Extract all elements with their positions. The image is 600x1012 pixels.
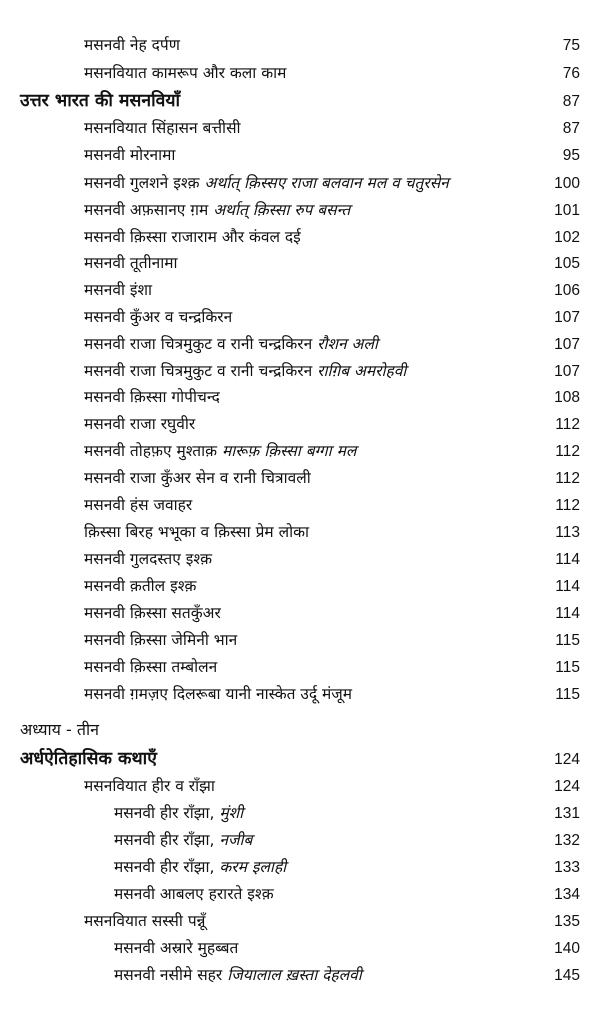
page-number: 95 xyxy=(562,147,580,164)
page-number: 134 xyxy=(554,886,580,903)
entry-title-text: मसनवी गुलदस्तए इश्क़ xyxy=(84,550,213,568)
toc-entry xyxy=(0,492,600,519)
toc-entry xyxy=(0,331,600,358)
entry-title-text: मसनवी क़िस्सा तम्बोलन xyxy=(84,658,218,676)
page-number: 108 xyxy=(554,389,580,406)
entry-title-italic: अर्थात् क़िस्सा रुप बसन्त xyxy=(213,201,351,219)
chapter-label xyxy=(0,716,600,743)
toc-entry xyxy=(0,438,600,465)
toc-entry xyxy=(0,800,600,827)
entry-title-text: मसनवी तोहफ़ए मुश्ताक़ xyxy=(84,442,222,460)
entry-title-text: मसनवी गुलशने इश्क़ xyxy=(84,174,205,192)
entry-title xyxy=(84,60,286,87)
entry-title xyxy=(84,277,152,304)
entry-title-text: मसनवी अफ़सानए ग़म xyxy=(84,201,214,219)
entry-title-italic: जियालाल ख़स्ता देहलवी xyxy=(227,966,362,984)
toc-entry xyxy=(0,32,600,59)
page-number: 131 xyxy=(554,805,580,822)
toc-entry xyxy=(0,197,600,224)
toc-entry xyxy=(0,908,600,935)
page-number: 132 xyxy=(554,832,580,849)
entry-title xyxy=(84,773,215,800)
toc-entry xyxy=(0,465,600,492)
entry-title-text: क़िस्सा बिरह भभूका व क़िस्सा प्रेम लोका xyxy=(84,523,310,541)
entry-title xyxy=(84,170,449,197)
entry-title-text: अर्धऐतिहासिक कथाएँ xyxy=(20,749,157,769)
page-number: 145 xyxy=(554,967,580,984)
page-number: 135 xyxy=(554,913,580,930)
toc-entry xyxy=(0,304,600,331)
page-number: 115 xyxy=(555,659,580,676)
toc-entry xyxy=(0,573,600,600)
entry-title-text: मसनवी हीर राँझा, xyxy=(114,804,220,822)
entry-title xyxy=(84,32,180,59)
toc-entry xyxy=(0,358,600,385)
page-number: 140 xyxy=(554,940,580,957)
entry-title-text: मसनवी क़तील इश्क़ xyxy=(84,577,197,595)
toc-entry xyxy=(0,519,600,546)
entry-title-text: मसनवी आबलए हरारते इश्क़ xyxy=(114,885,274,903)
entry-title xyxy=(84,438,356,465)
entry-title-text: मसनवी मोरनामा xyxy=(84,146,176,164)
toc-entry xyxy=(0,411,600,438)
toc-entry xyxy=(0,773,600,800)
entry-title-italic: अर्थात् क़िस्सए राजा बलवान मल व चतुरसेन xyxy=(204,174,449,192)
entry-title xyxy=(84,411,195,438)
page-number: 76 xyxy=(562,65,580,82)
page-number: 107 xyxy=(554,336,580,353)
entry-title xyxy=(114,881,274,908)
entry-title-text: मसनवी क़िस्सा गोपीचन्द xyxy=(84,388,220,406)
entry-title xyxy=(84,115,241,142)
page-number: 112 xyxy=(555,470,580,487)
toc-entry xyxy=(0,60,600,87)
entry-title xyxy=(84,519,309,546)
toc-entry xyxy=(0,827,600,854)
entry-title xyxy=(20,716,99,743)
entry-title-text: मसनवी राजा रघुवीर xyxy=(84,415,196,433)
entry-title-text: मसनवी नेह दर्पण xyxy=(84,36,180,54)
entry-title-text: मसनवियात सस्सी पन्नूँ xyxy=(84,912,206,930)
toc-entry xyxy=(0,142,600,169)
page-number: 75 xyxy=(562,37,580,54)
entry-title xyxy=(114,800,243,827)
entry-title-text: मसनवियात कामरूप और कला काम xyxy=(84,64,287,82)
toc-entry xyxy=(0,935,600,962)
page-number: 114 xyxy=(555,551,580,568)
section-heading xyxy=(0,746,600,773)
entry-title xyxy=(84,600,221,627)
entry-title xyxy=(84,384,220,411)
entry-title-text: मसनवी कुँअर व चन्द्रकिरन xyxy=(84,308,233,326)
page-number: 124 xyxy=(554,751,580,768)
entry-title-italic: राग़िब अमरोहवी xyxy=(317,362,407,380)
entry-title xyxy=(84,142,175,169)
page-number: 114 xyxy=(555,578,580,595)
toc-entry xyxy=(0,962,600,989)
entry-title xyxy=(84,654,217,681)
entry-title-text: मसनवी क़िस्सा राजाराम और कंवल दई xyxy=(84,228,301,246)
page-number: 105 xyxy=(554,255,580,272)
toc-entry xyxy=(0,115,600,142)
entry-title xyxy=(114,962,362,989)
page-number: 124 xyxy=(554,778,580,795)
entry-title xyxy=(84,304,232,331)
entry-title-italic: रौशन अली xyxy=(317,335,378,353)
toc-entry xyxy=(0,681,600,708)
page-number: 100 xyxy=(554,175,580,192)
entry-title-text: मसनवियात हीर व राँझा xyxy=(84,777,215,795)
entry-title xyxy=(84,908,205,935)
toc-entry xyxy=(0,546,600,573)
entry-title-italic: नजीब xyxy=(219,831,253,849)
entry-title xyxy=(84,681,352,708)
entry-title xyxy=(84,492,192,519)
entry-title xyxy=(20,746,157,773)
entry-title-text: मसनवी क़िस्सा जेमिनी भान xyxy=(84,631,238,649)
entry-title xyxy=(84,573,196,600)
entry-title-text: मसनवी राजा चित्रमुकुट व रानी चन्द्रकिरन xyxy=(84,335,318,353)
toc-entry xyxy=(0,277,600,304)
page-number: 102 xyxy=(554,229,580,246)
entry-title-text: अध्याय - तीन xyxy=(20,720,100,739)
toc-entry xyxy=(0,250,600,277)
toc-entry xyxy=(0,170,600,197)
entry-title xyxy=(114,827,252,854)
entry-title xyxy=(84,546,212,573)
toc-entry xyxy=(0,384,600,411)
page-number: 112 xyxy=(555,497,580,514)
page-number: 87 xyxy=(562,120,580,137)
page-number: 87 xyxy=(562,93,580,110)
entry-title-text: मसनवी इंशा xyxy=(84,281,153,299)
page-number: 106 xyxy=(554,282,580,299)
entry-title-text: मसनवी ग़मज़ए दिलरूबा यानी नास्केत उर्दू मंजूम xyxy=(84,685,353,703)
entry-title xyxy=(20,88,180,115)
entry-title xyxy=(84,197,350,224)
page-number: 113 xyxy=(555,524,580,541)
toc-entry xyxy=(0,627,600,654)
page-number: 107 xyxy=(554,363,580,380)
entry-title xyxy=(84,224,301,251)
toc-entry xyxy=(0,654,600,681)
entry-title-text: मसनवी अस्रारे मुहब्बत xyxy=(114,939,239,957)
entry-title xyxy=(84,465,311,492)
entry-title-text: उत्तर भारत की मसनवियाँ xyxy=(20,91,181,111)
section-heading xyxy=(0,88,600,115)
entry-title-text: मसनवी हीर राँझा, xyxy=(114,858,220,876)
entry-title-italic: मुंशी xyxy=(219,804,244,822)
entry-title-text: मसनवी राजा चित्रमुकुट व रानी चन्द्रकिरन xyxy=(84,362,318,380)
entry-title-text: मसनवी हंस जवाहर xyxy=(84,496,193,514)
toc-entry xyxy=(0,881,600,908)
page-number: 101 xyxy=(554,202,580,219)
page-number: 112 xyxy=(555,416,580,433)
entry-title xyxy=(114,854,286,881)
entry-title-italic: करम इलाही xyxy=(219,858,287,876)
entry-title-text: मसनवी हीर राँझा, xyxy=(114,831,220,849)
entry-title-text: मसनवी क़िस्सा सतकुँअर xyxy=(84,604,221,622)
page-number: 107 xyxy=(554,309,580,326)
entry-title-text: मसनवी तूतीनामा xyxy=(84,254,178,272)
entry-title xyxy=(84,358,406,385)
toc-entry xyxy=(0,600,600,627)
page-number: 112 xyxy=(555,443,580,460)
entry-title-text: मसनवी नसीमे सहर xyxy=(114,966,228,984)
page-number: 133 xyxy=(554,859,580,876)
entry-title xyxy=(84,250,178,277)
entry-title xyxy=(84,627,237,654)
entry-title xyxy=(84,331,378,358)
toc-entry xyxy=(0,224,600,251)
page-number: 114 xyxy=(555,605,580,622)
page-number: 115 xyxy=(555,686,580,703)
entry-title xyxy=(114,935,238,962)
page-number: 115 xyxy=(555,632,580,649)
entry-title-text: मसनवियात सिंहासन बत्तीसी xyxy=(84,119,241,137)
entry-title-text: मसनवी राजा कुँअर सेन व रानी चित्रावली xyxy=(84,469,311,487)
toc-entry xyxy=(0,854,600,881)
entry-title-italic: मारूफ़ क़िस्सा बग्गा मल xyxy=(221,442,357,460)
